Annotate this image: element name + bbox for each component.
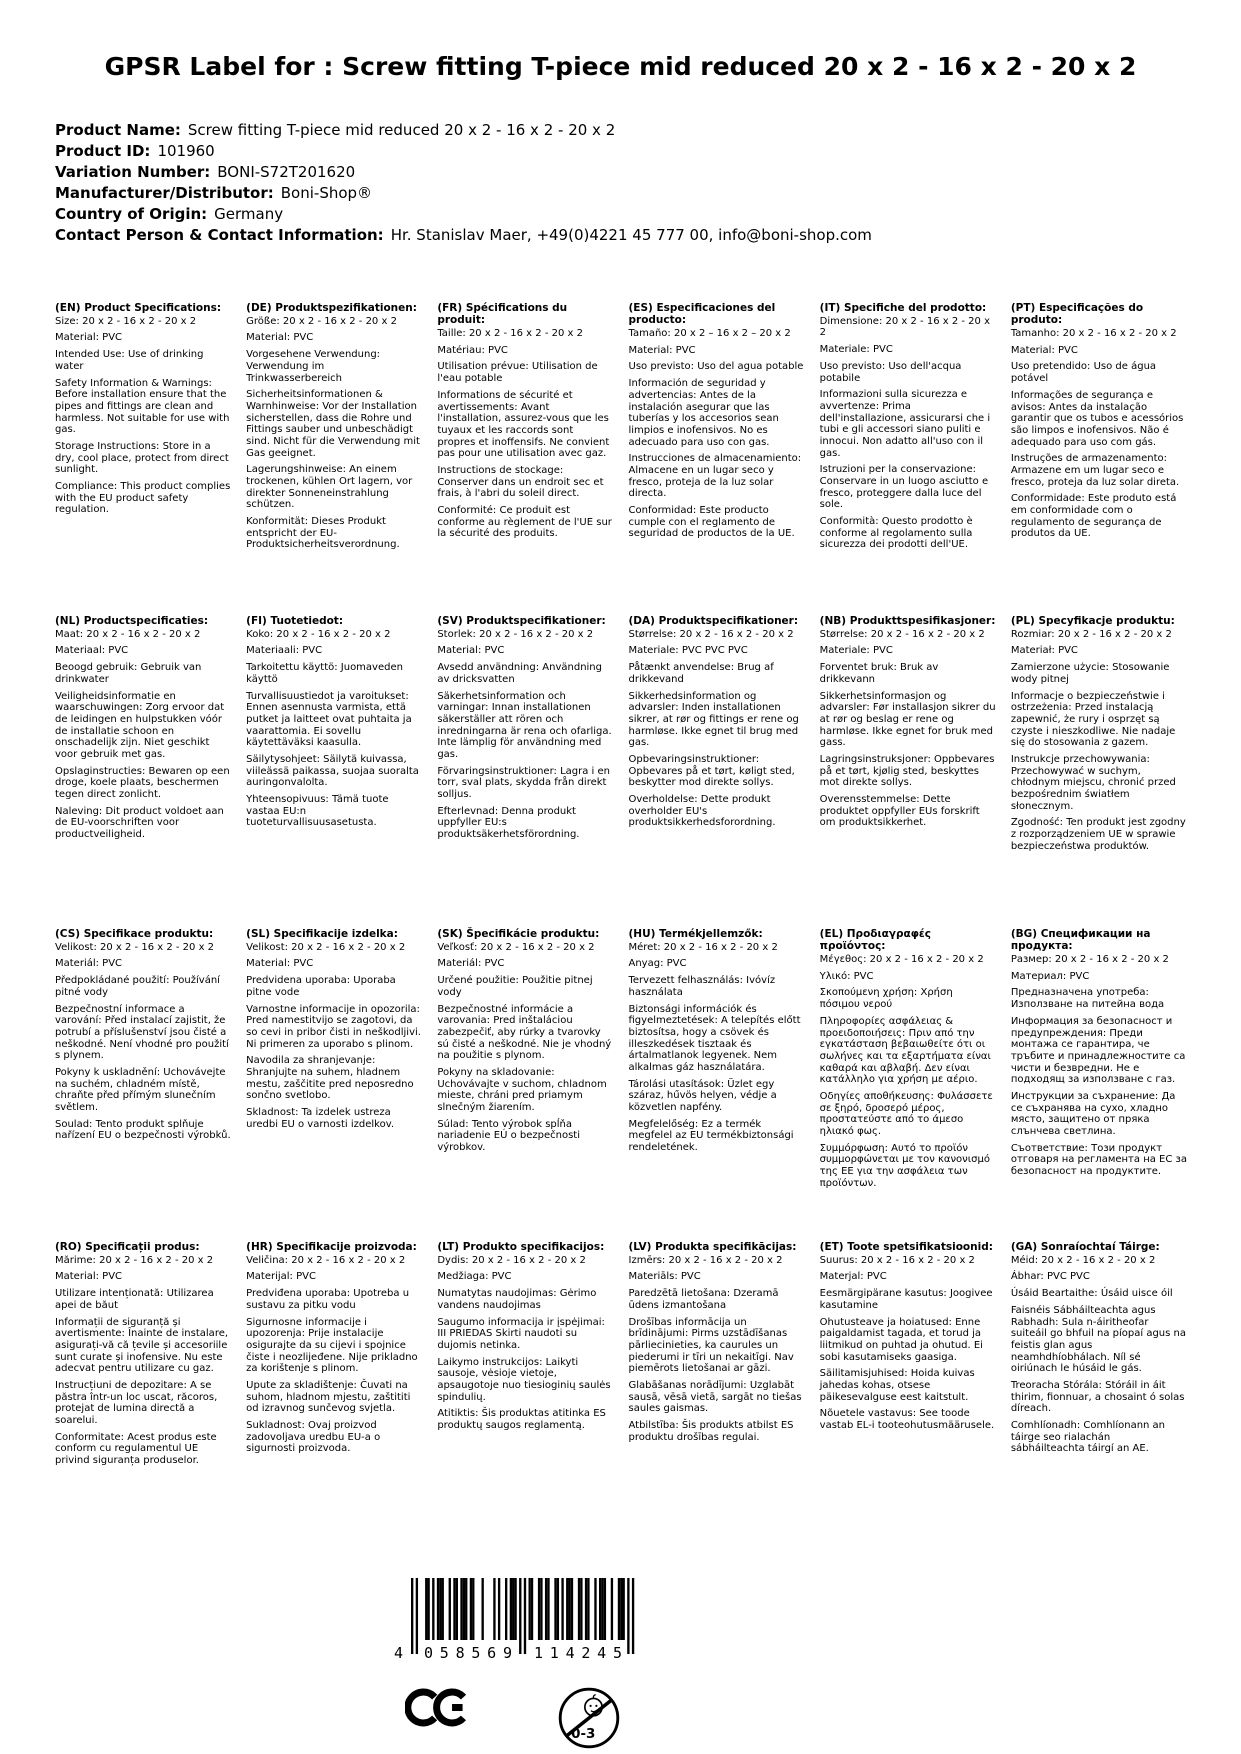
lang-block-paragraph: Materiale: PVC <box>819 645 893 657</box>
lang-block-paragraph: Uso pretendido: Uso de água potável <box>1010 361 1157 385</box>
lang-block-paragraph: Информация за безопасност и предупреждения: Преди монтажа се гарантира, че тръбите и принадлежностите са чисти и безвредни. Не е подходящ за използване с газ. <box>1010 1015 1186 1086</box>
barcode-bar <box>519 1578 521 1654</box>
lang-block-paragraph: Tárolási utasítások: Üzlet egy száraz, hűvös helyen, védje a közvetlen napfény. <box>628 1078 777 1114</box>
lang-block-paragraph: Instrucciones de almacenamiento: Almacene en un lugar seco y fresco, proteja de la luz solar directa. <box>628 453 802 500</box>
lang-block-paragraph: Atbilstība: Šis produkts atbilst ES produktu drošības regulai. <box>628 1420 794 1443</box>
lang-block-paragraph: Rozmiar: 20 x 2 - 16 x 2 - 20 x 2 <box>1010 628 1172 640</box>
lang-block-paragraph: Atitiktis: Šis produktas atitinka ES produktų saugos reglamentą. <box>437 1408 606 1432</box>
lang-block-paragraph: Storage Instructions: Store in a dry, cool place, protect from direct sunlight. <box>55 440 229 476</box>
lang-block-paragraph: Utilizare intenționată: Utilizarea apei de băut <box>55 1288 214 1311</box>
lang-block-paragraph: Predvidena uporaba: Uporaba pitne vode <box>246 975 396 998</box>
lang-block-paragraph: Instrucțiuni de depozitare: A se păstra într-un loc uscat, răcoros, protejat de lumina directă a soarelui. <box>55 1379 218 1427</box>
lang-block-paragraph: Intended Use: Use of drinking water <box>55 349 204 372</box>
lang-block-title: (NB) Produkttspesifikasjoner: <box>819 614 996 627</box>
barcode-bar <box>493 1578 495 1640</box>
lang-block-paragraph: Συμμόρφωση: Αυτό το προϊόν συμμορφώνεται με τον κανονισμό της ΕΕ για την ασφάλεια των προϊόντων. <box>819 1142 990 1189</box>
lang-block-cs <box>55 928 235 1241</box>
lang-block-title: (FI) Tuotetiedot: <box>246 614 344 627</box>
lang-block-paragraph: Mărime: 20 x 2 - 16 x 2 - 20 x 2 <box>55 1254 214 1266</box>
product-info-label: Manufacturer/Distributor: <box>55 183 274 202</box>
lang-block-title: (LT) Produkto specifikacijos: <box>437 1240 605 1253</box>
lang-block-paragraph: Istruzioni per la conservazione: Conservare in un luogo asciutto e fresco, proteggere dalla luce del sole. <box>819 464 989 511</box>
barcode-bar <box>531 1578 533 1640</box>
lang-block-paragraph: Ábhar: PVC PVC <box>1010 1271 1090 1283</box>
ean-barcode <box>385 1578 647 1666</box>
lang-block-title: (EN) Product Specifications: <box>55 301 222 314</box>
lang-block-paragraph: Предназначена употреба: Използване на питейна вода <box>1010 987 1165 1011</box>
lang-block-title: (FR) Spécifications du produit: <box>437 301 568 326</box>
lang-block-paragraph: Súlad: Tento výrobok spĺňa nariadenie EÚ o bezpečnosti výrobkov. <box>437 1118 580 1154</box>
barcode-bar <box>460 1578 462 1640</box>
product-info-value: BONI-S72T201620 <box>217 162 356 181</box>
lang-block-paragraph: Tamanho: 20 x 2 - 16 x 2 - 20 x 2 <box>1010 328 1177 340</box>
lang-block-paragraph: Treoracha Stórála: Stóráil in áit thirim, fionnuar, a chosaint ó solas díreach. <box>1010 1379 1185 1415</box>
lang-block-paragraph: Material: PVC <box>246 958 314 970</box>
lang-block-hr <box>246 1241 426 1472</box>
marks-row <box>405 1684 647 1752</box>
lang-block-ga <box>1011 1241 1191 1472</box>
lang-block-paragraph: Materiale: PVC PVC PVC <box>628 645 748 657</box>
lang-block-title: (PL) Specyfikacje produktu: <box>1010 614 1175 627</box>
lang-block-paragraph: Suurus: 20 x 2 - 16 x 2 - 20 x 2 <box>819 1254 975 1266</box>
lang-block-it <box>820 302 1000 615</box>
lang-block-paragraph: Size: 20 x 2 - 16 x 2 - 20 x 2 <box>55 315 197 327</box>
lang-block-paragraph: Skladnost: Ta izdelek ustreza uredbi EU o varnosti izdelkov. <box>246 1107 395 1130</box>
lang-block-paragraph: Zgodność: Ten produkt jest zgodny z rozporządzeniem UE w sprawie bezpieczeństwa produktów. <box>1010 817 1186 852</box>
lang-block-paragraph: Materiál: PVC <box>437 958 505 970</box>
lang-block-paragraph: Yhteensopivuus: Tämä tuote vastaa EU:n tuoteturvallisuusasetusta. <box>246 794 389 829</box>
lang-block-paragraph: Sukladnost: Ovaj proizvod zadovoljava uredbu EU-a o sigurnosti proizvoda. <box>246 1420 381 1455</box>
barcode-bar <box>594 1578 596 1640</box>
language-grid <box>55 302 1191 1472</box>
lang-block-paragraph: Materiaal: PVC <box>55 645 129 657</box>
lang-block-paragraph: Informations de sécurité et avertissements: Avant l'installation, assurez-vous que les tuyaux et les raccords sont propres et inoffensifs. Ne convient pas pour une utilisation avec gaz. <box>437 389 610 460</box>
product-info-section <box>55 120 1241 246</box>
lang-block-paragraph: Naleving: Dit product voldoet aan de EU-voorschriften voor productveiligheid. <box>55 805 224 841</box>
lang-block-paragraph: Lagerungshinweise: An einem trockenen, kühlen Ort lagern, vor direkter Sonneneinstrahlung schützen. <box>246 464 413 511</box>
lang-block-fr <box>437 302 617 615</box>
barcode-bar <box>432 1578 434 1640</box>
lang-block-el <box>820 928 1000 1241</box>
lang-block-nb <box>820 615 1000 928</box>
lang-block-paragraph: Uso previsto: Uso del agua potable <box>628 361 804 373</box>
lang-block-paragraph: Uso previsto: Uso dell'acqua potabile <box>819 360 962 384</box>
lang-block-paragraph: Instructions de stockage: Conserver dans un endroit sec et frais, à l'abri du soleil direct. <box>437 464 604 500</box>
lang-block-paragraph: Opbevaringsinstruktioner: Opbevares på et tørt, køligt sted, beskytter mod direkte sollys. <box>628 753 795 789</box>
lang-block-paragraph: Съответствие: Този продукт отговаря на регламента на ЕС за безопасност на продуктите. <box>1010 1142 1187 1178</box>
lang-block-paragraph: Efterlevnad: Denna produkt uppfyller EU:s produktsäkerhetsförordning. <box>437 805 580 841</box>
lang-block-sk <box>437 928 617 1241</box>
barcode-bar <box>599 1578 601 1640</box>
barcode-bar <box>547 1578 549 1640</box>
lang-block-paragraph: Taille: 20 x 2 - 16 x 2 - 20 x 2 <box>437 328 583 340</box>
lang-block-paragraph: Velikost: 20 x 2 - 16 x 2 - 20 x 2 <box>55 941 215 953</box>
product-info-label: Product Name: <box>55 120 181 139</box>
lang-block-paragraph: Konformität: Dieses Produkt entspricht der EU-Produktsicherheitsverordnung. <box>246 516 400 551</box>
lang-block-paragraph: Lagringsinstruksjoner: Oppbevares på et tørt, kjølig sted, beskyttes mot direkte sollys. <box>819 753 995 789</box>
barcode-bar <box>470 1578 472 1640</box>
lang-block-title: (NL) Productspecificaties: <box>55 614 209 627</box>
barcode-bar <box>514 1578 516 1640</box>
lang-block-paragraph: Informações de segurança e avisos: Antes da instalação garantir que os tubos e acessórios são limpos e inofensivos. Não é adequado para uso com gás. <box>1010 389 1184 448</box>
lang-block-paragraph: Conformité: Ce produit est conforme au règlement de l'UE sur la sécurité des produits. <box>437 505 612 540</box>
barcode-bar <box>618 1578 620 1640</box>
lang-block-nl <box>55 615 235 928</box>
barcode-bar <box>601 1578 603 1640</box>
lang-block-paragraph: Material: PVC <box>628 344 696 356</box>
lang-block-title: (CS) Specifikace produktu: <box>55 927 214 940</box>
baby-eye-right <box>595 1705 597 1707</box>
lang-block-title: (GA) Sonraíochtaí Táirge: <box>1010 1240 1160 1253</box>
lang-block-paragraph: Sikkerhetsinformasjon og advarsler: Før installasjon sikrer du at rør og beslag er rene og harmløse. Ikke egnet for bruk med gass. <box>819 690 996 749</box>
barcode-bar <box>557 1578 559 1640</box>
lang-block-paragraph: Veličina: 20 x 2 - 16 x 2 - 20 x 2 <box>246 1254 406 1266</box>
lang-block-title: (ES) Especificaciones del producto: <box>628 301 776 326</box>
lang-block-es <box>629 302 809 615</box>
lang-block-paragraph: Anyag: PVC <box>628 958 687 970</box>
lang-block-paragraph: Ohutusteave ja hoiatused: Enne paigaldamist tagada, et torud ja liitmikud on puhtad ja ohutud. Ei sobi kasutamiseks gaasiga. <box>819 1316 983 1363</box>
lang-block-paragraph: Material: PVC <box>55 1271 123 1283</box>
lang-block-paragraph: Instrukcje przechowywania: Przechowywać w suchym, chłodnym miejscu, chronić przed bezpośrednim światłem słonecznym. <box>1010 753 1176 812</box>
lang-block-paragraph: Glabāšanas norādījumi: Uzglabāt sausā, vēsā vietā, sargāt no tiešas saules gaismas. <box>628 1379 802 1415</box>
barcode-bar <box>437 1578 439 1640</box>
lang-block-paragraph: Πληροφορίες ασφάλειας & προειδοποιήσεις: Πριν από την εγκατάσταση βεβαιωθείτε ότι οι σωλήνες και τα εξαρτήματα είναι καθαρά και αβλαβή. Δεν είναι κατάλληλο για χρήση με αέριο. <box>819 1015 991 1086</box>
product-info-row <box>55 183 1241 204</box>
lang-block-ro <box>55 1241 235 1472</box>
lang-block-paragraph: Izmērs: 20 x 2 - 16 x 2 - 20 x 2 <box>628 1254 783 1266</box>
lang-block-paragraph: Sicherheitsinformationen & Warnhinweise: Vor der Installation sicherstellen, dass die Rohre und Fittings sauber und unbeschädigt sind. Nicht für die Verwendung mit Gas geeignet. <box>246 389 420 459</box>
lang-block-paragraph: Safety Information & Warnings: Before installation ensure that the pipes and fittings are clean and harmless. Not suitable for use with gas. <box>55 377 230 436</box>
lang-block-paragraph: Sikkerhedsinformation og advarsler: Inden installationen sikrer, at rør og fittings er rene og harmløse. Ikke egnet til brug med gas. <box>628 690 799 749</box>
barcode-bar <box>578 1578 580 1640</box>
barcode-bar <box>439 1578 441 1640</box>
lang-block-paragraph: Forventet bruk: Bruk av drikkevann <box>819 662 939 685</box>
lang-block-paragraph: Eesmärgipärane kasutus: Joogivee kasutamine <box>819 1288 993 1311</box>
lang-block-paragraph: Méret: 20 x 2 - 16 x 2 - 20 x 2 <box>628 941 778 953</box>
product-info-value: Hr. Stanislav Maer, +49(0)4221 45 777 00, info@boni-shop.com <box>390 225 872 244</box>
lang-block-paragraph: Materiāls: PVC <box>628 1271 701 1283</box>
lang-block-pl <box>1011 615 1191 928</box>
lang-block-paragraph: Informații de siguranță și avertismente: Înainte de instalare, asigurați-vă că țevile și accesoriile sunt curate și inofensive. Nu este adecvat pentru utilizare cu gaz. <box>55 1316 229 1375</box>
lang-block-paragraph: Säilytysohjeet: Säilytä kuivassa, viileässä paikassa, suojaa suoralta auringonvalolta. <box>246 753 419 789</box>
barcode-bar <box>505 1578 507 1640</box>
lang-block-paragraph: Påtænkt anvendelse: Brug af drikkevand <box>628 662 774 685</box>
barcode-bar <box>604 1578 606 1640</box>
ce-letter-e-arc <box>430 1686 471 1730</box>
barcode-bar <box>529 1578 531 1640</box>
lang-block-paragraph: Materiale: PVC <box>819 344 893 356</box>
lang-block-paragraph: Información de seguridad y advertencias: Antes de la instalación asegurar que las tuberías y los accesorios sean limpios e inofensivos. No es adecuado para uso con gas. <box>628 378 779 448</box>
product-info-row <box>55 225 1241 246</box>
lang-block-title: (SV) Produktspecifikationer: <box>437 614 606 627</box>
barcode-bar <box>623 1578 625 1640</box>
lang-block-paragraph: Material: PVC <box>1010 344 1078 356</box>
lang-block-paragraph: Veiligheidsinformatie en waarschuwingen: Zorg ervoor dat de leidingen en hulpstukken vóór de installatie schoon en onschadelijk zijn. Niet geschikt voor gebruik met gas. <box>55 690 225 760</box>
lang-block-sl <box>246 928 426 1241</box>
product-info-value: Boni-Shop® <box>280 183 373 202</box>
page-title: GPSR Label for : Screw fitting T-piece mid reduced 20 x 2 - 16 x 2 - 20 x 2 <box>104 52 1137 81</box>
product-info-label: Country of Origin: <box>55 204 208 223</box>
barcode-bar <box>568 1578 570 1640</box>
barcode-bar <box>411 1578 413 1654</box>
lang-block-paragraph: Predviđena uporaba: Upotreba u sustavu za pitku vodu <box>246 1288 410 1311</box>
barcode-bar <box>463 1578 465 1640</box>
barcode-bar <box>561 1578 563 1640</box>
lang-block-paragraph: Laikymo instrukcijos: Laikyti sausoje, vėsioje vietoje, apsaugotoje nuo tiesioginių saulės spindulių. <box>437 1356 611 1403</box>
barcode-bar <box>554 1578 556 1640</box>
lang-block-title: (PT) Especificações do produto: <box>1010 301 1144 326</box>
product-info-value: Germany <box>214 204 284 223</box>
lang-block-paragraph: Conformidad: Este producto cumple con el reglamento de seguridad de productos de la UE. <box>628 505 795 540</box>
lang-block-paragraph: Μέγεθος: 20 x 2 - 16 x 2 - 20 x 2 <box>819 954 984 966</box>
lang-block-de <box>246 302 426 615</box>
lang-block-paragraph: Medžiaga: PVC <box>437 1271 512 1283</box>
barcode-bar <box>427 1578 429 1640</box>
lang-block-paragraph: Dimensione: 20 x 2 - 16 x 2 - 20 x 2 <box>819 315 990 339</box>
lang-block-paragraph: Vorgesehene Verwendung: Verwendung im Trinkwasserbereich <box>246 349 381 384</box>
barcode-bar <box>416 1578 418 1654</box>
lang-block-paragraph: Размер: 20 x 2 - 16 x 2 - 20 x 2 <box>1010 954 1169 966</box>
lang-block-paragraph: Material: PVC <box>55 332 123 344</box>
barcode-left-digits: 058569 <box>424 1644 512 1662</box>
lang-block-paragraph: Overholdelse: Dette produkt overholder EU's produktsikkerhedsforordning. <box>628 794 776 829</box>
lang-block-paragraph: Varnostne informacije in opozorila: Pred namestitvijo se zagotovi, da so cevi in pribor čisti in neškodljivi. Ni primeren za uporabo s plinom. <box>246 1003 421 1050</box>
barcode-bar <box>587 1578 589 1640</box>
barcode-bar <box>540 1578 542 1640</box>
barcode-bar <box>453 1578 455 1640</box>
lang-block-paragraph: Säilitamisjuhised: Hoida kuivas jahedas kohas, otsese päikesevalguse eest kaitstult. <box>819 1368 975 1403</box>
lang-block-paragraph: Megfelelőség: Ez a termék megfelel az EU termékbiztonsági rendeletének. <box>628 1118 794 1154</box>
barcode-prefix-digit: 4 <box>393 1644 403 1662</box>
lang-block-paragraph: Materiaali: PVC <box>246 645 323 657</box>
lang-block-lt <box>437 1241 617 1472</box>
barcode-bar <box>566 1578 568 1640</box>
product-info-label: Variation Number: <box>55 162 211 181</box>
lang-block-title: (SK) Špecifikácie produktu: <box>437 927 600 940</box>
lang-block-paragraph: Méid: 20 x 2 - 16 x 2 - 20 x 2 <box>1010 1254 1156 1266</box>
product-info-value: 101960 <box>157 141 215 160</box>
lang-block-paragraph: Turvallisuustiedot ja varoitukset: Ennen asennusta varmista, että putket ja laitteet ovat puhtaita ja vaarattomia. Ei sovellu käytettäväksi kaasulla. <box>246 690 412 749</box>
lang-block-paragraph: Maat: 20 x 2 - 16 x 2 - 20 x 2 <box>55 628 201 640</box>
lang-block-paragraph: Biztonsági információk és figyelmeztetések: A telepítés előtt biztosítsa, hogy a csövek és illeszkedések tisztaak és ártalmatlanok legyenek. Nem alkalmas gáz használatára. <box>628 1003 801 1073</box>
lang-block-da <box>629 615 809 928</box>
lang-block-paragraph: Σκοπούμενη χρήση: Χρήση πόσιμου νερού <box>819 987 953 1011</box>
lang-block-lv <box>629 1241 809 1472</box>
lang-block-hu <box>629 928 809 1241</box>
lang-block-title: (ET) Toote spetsifikatsioonid: <box>819 1240 993 1253</box>
lang-block-paragraph: Zamierzone użycie: Stosowanie wody pitnej <box>1010 662 1170 685</box>
lang-block-paragraph: Conformità: Questo prodotto è conforme al regolamento sulla sicurezza dei prodotti dell'UE. <box>819 516 973 551</box>
lang-block-title: (IT) Specifiche del prodotto: <box>819 301 987 314</box>
barcode-bar <box>425 1578 427 1640</box>
lang-block-paragraph: Materjal: PVC <box>819 1271 887 1283</box>
lang-block-paragraph: Οδηγίες αποθήκευσης: Φυλάσσετε σε ξηρό, δροσερό μέρος, προστατεύστε από το άμεσο ηλιακό φως. <box>819 1090 993 1137</box>
lang-block-paragraph: Material: PVC <box>246 332 314 344</box>
ean-barcode-bars <box>385 1578 647 1662</box>
product-info-row <box>55 162 1241 183</box>
product-info-value: Screw fitting T-piece mid reduced 20 x 2 - 16 x 2 - 20 x 2 <box>187 120 616 139</box>
barcode-bar <box>627 1578 629 1654</box>
lang-block-paragraph: Saugumo informacija ir įspėjimai: III PRIEDAS Skirti naudoti su dujomis netinka. <box>437 1316 605 1351</box>
lang-block-paragraph: Paredzētā lietošana: Dzeramā ūdens izmantošana <box>628 1288 779 1311</box>
lang-block-paragraph: Größe: 20 x 2 - 16 x 2 - 20 x 2 <box>246 315 397 327</box>
lang-block-paragraph: Navodila za shranjevanje: Shranjujte na suhem, hladnem mestu, zaščitite pred neposredno sončno svetlobo. <box>246 1055 414 1102</box>
lang-block-paragraph: Avsedd användning: Användning av dricksvatten <box>437 662 602 685</box>
age-warning-0-3-icon <box>557 1684 621 1752</box>
lang-block-paragraph: Conformidade: Este produto está em conformidade com o regulamento de segurança de produtos da UE. <box>1010 493 1177 540</box>
barcode-bar <box>580 1578 582 1640</box>
product-info-row <box>55 120 1241 141</box>
lang-block-paragraph: Pokyny na skladovanie: Uchovávajte v suchom, chladnom mieste, chráni pred priamym slnečným žiarením. <box>437 1066 607 1114</box>
product-info-label: Product ID: <box>55 141 151 160</box>
barcode-right-digits: 114245 <box>534 1644 622 1662</box>
baby-eye-left <box>590 1705 592 1707</box>
barcode-bar <box>498 1578 500 1640</box>
barcode-bar <box>442 1578 444 1640</box>
lang-block-paragraph: Předpokládané použití: Používání pitné vody <box>55 975 220 998</box>
barcode-bar <box>585 1578 587 1640</box>
product-info-label: Contact Person & Contact Information: <box>55 225 384 244</box>
barcode-bar <box>611 1578 613 1640</box>
barcode-bar <box>538 1578 540 1640</box>
lang-block-paragraph: Nõuetele vastavus: See toode vastab EL-i tooteohutusmäärusele. <box>819 1408 995 1432</box>
lang-block-et <box>820 1241 1000 1472</box>
lang-block-paragraph: Faisnéis Sábháilteachta agus Rabhadh: Sula n-áiritheofar suiteáil go bhfuil na píopaí agus na feistis glan agus neamhdhíobhálach. Níl sé oiriúnach le húsáid le gás. <box>1010 1304 1187 1375</box>
lang-block-paragraph: Overensstemmelse: Dette produktet oppfyller EUs forskrift om produktsikkerhet. <box>819 794 980 829</box>
lang-block-title: (RO) Specificații produs: <box>55 1240 200 1253</box>
lang-block-title: (SL) Specifikacije izdelka: <box>246 927 398 940</box>
lang-block-paragraph: Material: PVC <box>437 645 505 657</box>
lang-block-paragraph: Υλικό: PVC <box>819 970 874 982</box>
lang-block-paragraph: Compliance: This product complies with the EU product safety regulation. <box>55 481 231 516</box>
lang-block-paragraph: Størrelse: 20 x 2 - 16 x 2 - 20 x 2 <box>628 628 794 640</box>
barcode-bar <box>632 1578 634 1654</box>
lang-block-paragraph: Veľkosť: 20 x 2 - 16 x 2 - 20 x 2 <box>437 941 595 953</box>
lang-block-paragraph: Størrelse: 20 x 2 - 16 x 2 - 20 x 2 <box>819 628 985 640</box>
lang-block-paragraph: Sigurnosne informacije i upozorenja: Prije instalacije osigurajte da su cijevi i spojnice čiste i neozlijeđene. Nije prikladno za korištenje s plinom. <box>246 1316 418 1375</box>
barcode-bar <box>545 1578 547 1640</box>
lang-block-paragraph: Určené použitie: Použitie pitnej vody <box>437 975 593 998</box>
lang-block-title: (BG) Спецификации на продукта: <box>1010 927 1151 952</box>
lang-block-paragraph: Drošības informācija un brīdinājumi: Pirms uzstādīšanas pārliecinieties, ka caurules un piederumi ir tīri un nekaitīgi. Nav piemērots lietošanai ar gāzi. <box>628 1316 794 1375</box>
lang-block-paragraph: Opslaginstructies: Bewaren op een droge, koele plaats, beschermen tegen direct zonlicht. <box>55 765 230 801</box>
lang-block-paragraph: Tervezett felhasználás: Ivóvíz használata <box>628 975 776 998</box>
product-info-row <box>55 204 1241 225</box>
lang-block-paragraph: Bezpečnostné informácie a varovania: Pred inštaláciou zabezpečiť, aby rúrky a tvarovky sú čisté a neškodné. Nie je vhodný na použitie s plynom. <box>437 1003 612 1062</box>
barcode-bar <box>510 1578 512 1640</box>
lang-block-title: (HR) Specifikacije proizvoda: <box>246 1240 417 1253</box>
lang-block-bg <box>1011 928 1191 1241</box>
lang-block-pt <box>1011 302 1191 615</box>
lang-block-paragraph: Numatytas naudojimas: Gėrimo vandens naudojimas <box>437 1288 597 1311</box>
lang-block-title: (LV) Produkta specifikācijas: <box>628 1240 797 1253</box>
lang-block-sv <box>437 615 617 928</box>
barcode-bar <box>472 1578 474 1640</box>
lang-block-title: (EL) Προδιαγραφές προϊόντος: <box>819 927 931 952</box>
lang-block-paragraph: Säkerhetsinformation och varningar: Innan installationen säkerställer att rören och inredningarna är rena och ofarliga. Inte lämplig för användning med gas. <box>437 690 612 760</box>
barcode-bar <box>620 1578 622 1640</box>
lang-block-paragraph: Tamaño: 20 x 2 – 16 x 2 – 20 x 2 <box>628 328 791 340</box>
lang-block-paragraph: Beoogd gebruik: Gebruik van drinkwater <box>55 662 202 685</box>
lang-block-paragraph: Matériau: PVC <box>437 344 508 356</box>
lang-block-paragraph: Tarkoitettu käyttö: Juomaveden käyttö <box>246 662 403 685</box>
lang-block-paragraph: Conformitate: Acest produs este conform cu regulamentul UE privind siguranța produselor. <box>55 1431 217 1467</box>
footer-compliance-area <box>385 1578 647 1752</box>
lang-block-title: (DA) Produktspecifikationer: <box>628 614 799 627</box>
lang-block-paragraph: Materiał: PVC <box>1010 645 1078 657</box>
lang-block-paragraph: Materiál: PVC <box>55 958 123 970</box>
lang-block-paragraph: Dydis: 20 x 2 - 16 x 2 - 20 x 2 <box>437 1254 586 1266</box>
barcode-bar <box>482 1578 484 1640</box>
lang-block-paragraph: Pokyny k uskladnění: Uchovávejte na suchém, chladném místě, chraňte před přímým slunečním světlem. <box>55 1066 226 1114</box>
lang-block-paragraph: Förvaringsinstruktioner: Lagra i en torr, sval plats, skydda från direkt solljus. <box>437 765 610 801</box>
barcode-bar <box>465 1578 467 1640</box>
barcode-bar <box>456 1578 458 1640</box>
product-info-row <box>55 141 1241 162</box>
lang-block-paragraph: Soulad: Tento produkt splňuje nařízení EU o bezpečnosti výrobků. <box>55 1118 231 1142</box>
barcode-bar <box>449 1578 451 1640</box>
lang-block-title: (HU) Termékjellemzők: <box>628 927 763 940</box>
lang-block-paragraph: Storlek: 20 x 2 - 16 x 2 - 20 x 2 <box>437 628 594 640</box>
lang-block-paragraph: Velikost: 20 x 2 - 16 x 2 - 20 x 2 <box>246 941 406 953</box>
lang-block-fi <box>246 615 426 928</box>
barcode-bar <box>512 1578 514 1640</box>
ce-mark-icon <box>405 1684 471 1731</box>
lang-block-paragraph: Инструкции за съхранение: Да се съхранява на сухо, хладно място, защитено от пряка слънчева светлина. <box>1010 1090 1176 1137</box>
lang-block-paragraph: Comhlíonadh: Comhlíonann an táirge seo rialachán sábháilteachta táirgí an AE. <box>1010 1420 1166 1455</box>
lang-block-title: (DE) Produktspezifikationen: <box>246 301 417 314</box>
lang-block-paragraph: Informacje o bezpieczeństwie i ostrzeżenia: Przed instalacją zapewnić, że rury i osprzęt są czyste i nieszkodliwe. Nie nadaje się do stosowania z gazem. <box>1010 690 1176 749</box>
lang-block-paragraph: Koko: 20 x 2 - 16 x 2 - 20 x 2 <box>246 628 391 640</box>
lang-block-paragraph: Informazioni sulla sicurezza e avvertenze: Prima dell'installazione, assicurarsi che i tubi e gli accessori siano puliti e innocui. Non adatto all'uso con il gas. <box>819 389 991 459</box>
barcode-bar <box>571 1578 573 1640</box>
lang-block-paragraph: Upute za skladištenje: Čuvati na suhom, hladnom mjestu, zaštititi od izravnog sunčevog svjetla. <box>246 1379 411 1415</box>
barcode-bar <box>524 1578 526 1654</box>
lang-block-paragraph: Materijal: PVC <box>246 1271 316 1283</box>
lang-block-paragraph: Utilisation prévue: Utilisation de l'eau potable <box>437 361 598 385</box>
lang-block-paragraph: Bezpečnostní informace a varování: Před instalací zajistit, že potrubí a příslušenství jsou čisté a neškodné. Není vhodné pro použití s plynem. <box>55 1003 229 1062</box>
age-warning-text: 0-3 <box>571 1726 596 1742</box>
lang-block-paragraph: Instruções de armazenamento: Armazene em um lugar seco e fresco, proteja da luz solar direta. <box>1010 453 1180 488</box>
lang-block-paragraph: Материал: PVC <box>1010 970 1090 982</box>
lang-block-paragraph: Úsáid Beartaithe: Úsáid uisce óil <box>1010 1288 1173 1300</box>
lang-block-en <box>55 302 235 615</box>
